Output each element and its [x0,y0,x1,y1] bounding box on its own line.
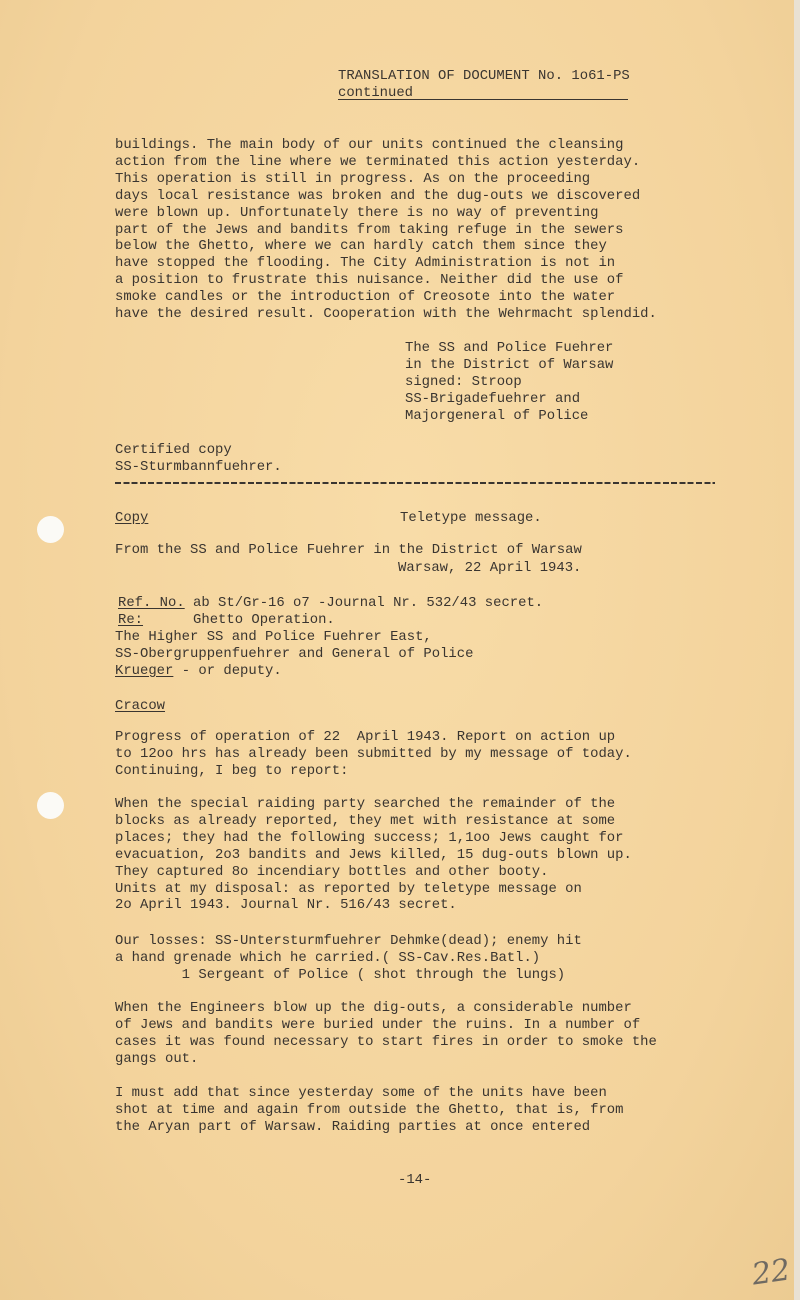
re-value: Ghetto Operation. [143,612,335,628]
paragraph-losses: Our losses: SS-Untersturmfuehrer Dehmke(dead); enemy hit a hand grenade which he carried.( SS-Cav.Res.Batl.) 1 Sergeant of Police ( shot through the lungs) [115,933,582,983]
teletype-label: Teletype message. [400,510,542,526]
intro-paragraph: buildings. The main body of our units continued the cleansing action from the line where we terminated this action yesterday. This operation is still in progress. As on the proceeding days local resistance was broken and the dug-outs we discovered were blown up. Unfortunately there is no way of preventing part of the Jews and bandits from taking refuge in the sewers below the Ghetto, where we can hardly catch them since they have stopped the flooding. The City Administration is not in a position to frustrate this nuisance. Neither did the use of smoke candles or the introduction of Creosote into the water have the desired result. Cooperation with the Wehrmacht splendid. [115,137,657,323]
addressee: The Higher SS and Police Fuehrer East, SS-Obergruppenfuehrer and General of Police Krueger - or deputy. [115,629,474,679]
paragraph-addendum: I must add that since yesterday some of the units have been shot at time and again from outside the Ghetto, that is, from the Aryan part of Warsaw. Raiding parties at once entered [115,1085,624,1135]
paragraph-raid: When the special raiding party searched the remainder of the blocks as already reported, they met with resistance at some places; they had the following success; 1,1oo Jews caught for evacuation, 2o3 bandits and Jews killed, 15 dug-outs blown up. They captured 8o incendiary bottles and other booty. Units at my disposal: as reported by teletype message on 2o April 1943. Journal Nr. 516/43 secret. [115,796,632,914]
from-line: From the SS and Police Fuehrer in the District of Warsaw [115,542,582,558]
re-label: Re: [118,612,144,628]
reference-line [118,595,543,612]
document-title: TRANSLATION OF DOCUMENT No. 1o61-PS [338,68,630,84]
punch-hole [37,516,64,543]
page-number: -14- [398,1172,432,1188]
certified-copy: Certified copy SS-Sturmbannfuehrer. [115,442,282,475]
dashed-separator [115,482,715,484]
ref-value: ab St/Gr-16 o7 -Journal Nr. 532/43 secret. [184,595,544,611]
paragraph-progress: Progress of operation of 22 April 1943. Report on action up to 12oo hrs has already been submitted by my message of today. Continuing, I beg to report: [115,729,632,779]
title-underline [338,99,628,100]
paragraph-engineers: When the Engineers blow up the dig-outs, a considerable number of Jews and bandits were buried under the ruins. In a number of cases it was found necessary to start fires in order to smoke the gangs out. [115,1000,657,1067]
punch-hole [37,792,64,819]
date-line: Warsaw, 22 April 1943. [398,560,582,576]
ref-label: Ref. No. [118,595,185,611]
cracow-label: Cracow [115,698,166,714]
document-subtitle: continued [338,85,414,101]
signature-block: The SS and Police Fuehrer in the District of Warsaw signed: Stroop SS-Brigadefuehrer and Majorgeneral of Police [405,340,614,424]
re-line [118,612,335,629]
handwritten-page-number: 22 [749,1252,793,1293]
page-edge [794,0,800,1300]
copy-label: Copy [115,510,149,526]
